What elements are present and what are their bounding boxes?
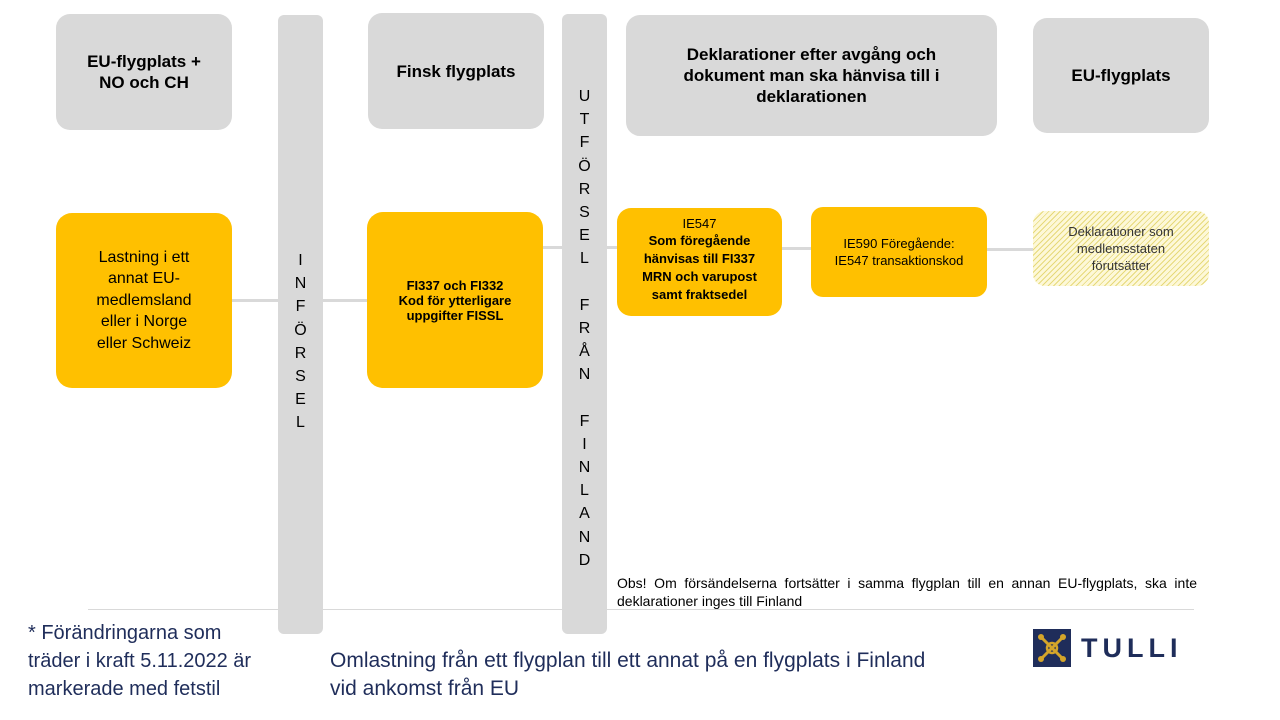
- utforsel-letter: N: [578, 528, 591, 546]
- utforsel-letter: R: [578, 180, 591, 198]
- inforsel-letter: N: [294, 275, 307, 293]
- fi337-title: FI337 och FI332: [406, 277, 504, 293]
- inforsel-letter: L: [296, 414, 305, 432]
- lastning-box: [56, 213, 232, 388]
- utforsel-letter: L: [580, 250, 589, 268]
- ie547-box: [617, 208, 782, 316]
- utforsel-letter: N: [578, 366, 591, 384]
- utforsel-letter: T: [579, 111, 590, 129]
- tulli-emblem-icon: [1033, 629, 1071, 667]
- utforsel-letter: N: [578, 459, 591, 476]
- ie547-body: Som föregående hänvisas till FI337 MRN och varupost samt fraktsedel: [642, 233, 757, 302]
- utforsel-letter: D: [578, 551, 591, 569]
- ie590-text: IE590 Föregående: IE547 transaktionskod: [834, 236, 964, 268]
- fi337-box: [367, 212, 543, 388]
- utforsel-letter: F: [579, 134, 590, 152]
- connector-ie590-deklarationer: [985, 248, 1035, 251]
- obs-note: Obs! Om försändelserna fortsätter i samma flygplan till en annan EU-flygplats, ska inte deklarationer inges till Finland: [617, 575, 1197, 609]
- utforsel-letter: I: [582, 435, 587, 453]
- utforsel-letter: R: [578, 319, 591, 337]
- inforsel-letter: E: [295, 391, 306, 409]
- utforsel-letter: F: [579, 412, 590, 430]
- inforsel-letter: Ö: [294, 321, 307, 339]
- utforsel-label: [562, 85, 607, 572]
- inforsel-bar: [278, 15, 323, 634]
- forandringar-note: * Förändringarna som träder i kraft 5.11.2022 är markerade med fetstil: [28, 622, 252, 700]
- diagram-title: Omlastning från ett flygplan till ett annat på en flygplats i Finland vid ankomst från EU: [330, 649, 926, 700]
- utforsel-letter: Å: [579, 343, 590, 361]
- header-finsk-flygplats: [368, 13, 544, 129]
- utforsel-bar: [562, 14, 607, 634]
- inforsel-letter: F: [295, 298, 306, 316]
- connector-ie547-ie590: [780, 247, 812, 250]
- header-eu-text: EU-flygplats: [1071, 66, 1171, 85]
- utforsel-letter: Ö: [578, 157, 591, 175]
- utforsel-letter: S: [579, 203, 590, 221]
- utforsel-letter: E: [579, 227, 590, 245]
- ie590-box: [811, 207, 987, 297]
- header-eu-no-ch-text: EU-flygplats + NO och CH: [87, 52, 201, 92]
- utforsel-letter: L: [580, 482, 589, 500]
- lastning-text: Lastning i ett annat EU-medlemsland eller i Norge eller Schweiz: [96, 248, 192, 352]
- utforsel-letter: U: [578, 88, 591, 105]
- deklarationer-som-box: [1033, 211, 1209, 286]
- utforsel-letter: A: [579, 505, 590, 523]
- deklarationer-som-text: Deklarationer som medlemsstaten förutsätter: [1068, 224, 1174, 273]
- header-eu-flygplats: [1033, 18, 1209, 133]
- ie547-title: IE547: [682, 216, 717, 231]
- header-deklarationer-text: Deklarationer efter avgång och dokument man ska hänvisa till i deklarationen: [683, 45, 940, 106]
- utforsel-letter: F: [579, 296, 590, 314]
- inforsel-label: [278, 249, 323, 435]
- tulli-logo-text: TULLI: [1081, 632, 1183, 663]
- inforsel-letter: R: [294, 344, 307, 362]
- tulli-logo: [1033, 628, 1198, 668]
- header-deklarationer: [626, 15, 997, 136]
- fi337-body: Kod för ytterligare uppgifter FISSL: [398, 292, 512, 323]
- header-finsk-text: Finsk flygplats: [396, 61, 516, 81]
- inforsel-letter: S: [295, 367, 306, 385]
- header-eu-no-ch: [56, 14, 232, 130]
- inforsel-letter: I: [298, 252, 303, 269]
